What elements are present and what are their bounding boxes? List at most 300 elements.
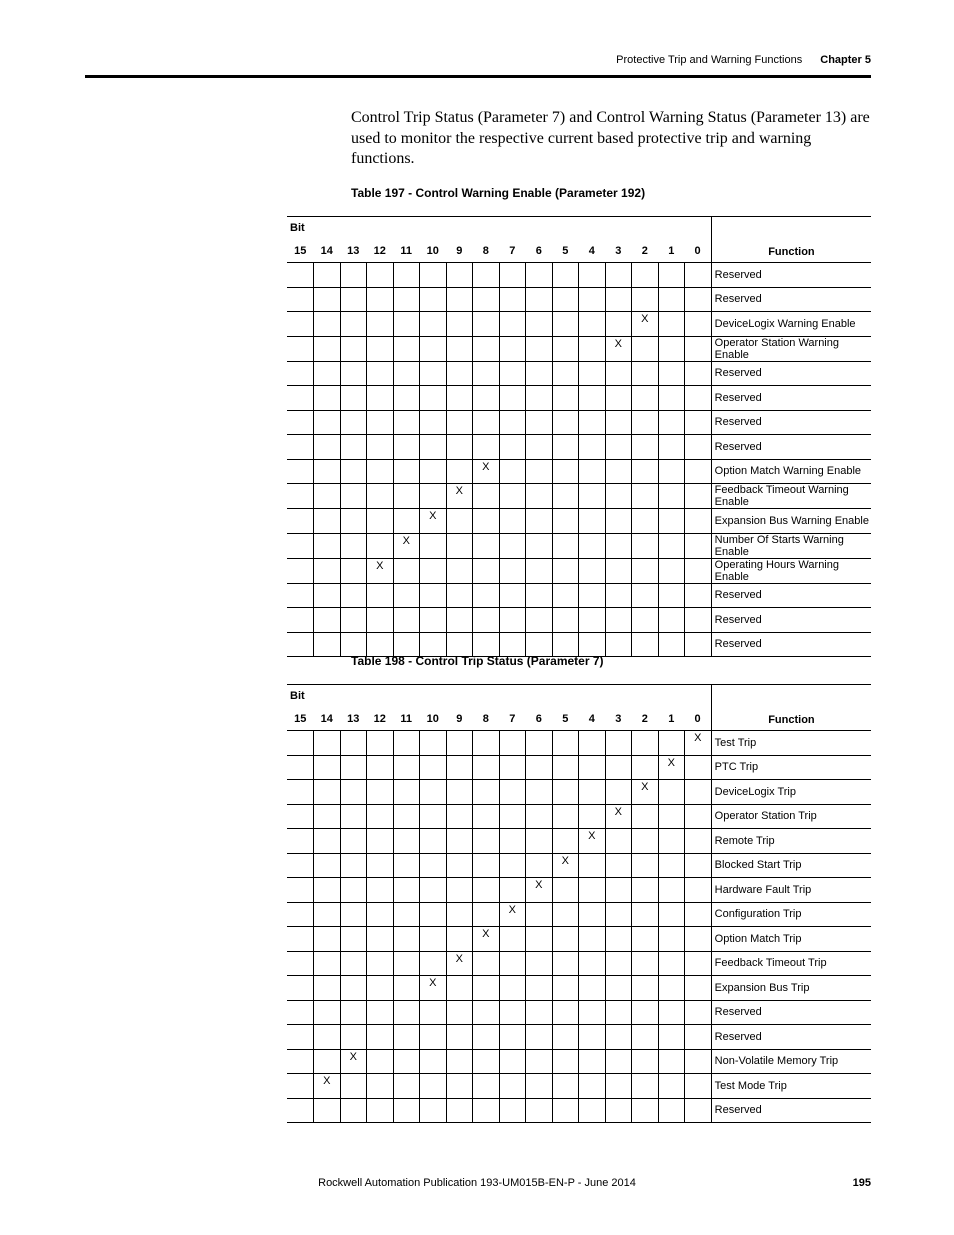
- bit-cell: [526, 263, 553, 288]
- bit-cell: [314, 312, 341, 337]
- bit-cell: [367, 1074, 394, 1099]
- bit-cell: [685, 287, 712, 312]
- bit-cell: [367, 951, 394, 976]
- bit-cell: [499, 1049, 526, 1074]
- bit-cell: [314, 263, 341, 288]
- function-cell: Option Match Trip: [711, 927, 871, 952]
- bit-cell: [393, 1074, 420, 1099]
- bit-cell: [579, 1074, 606, 1099]
- table-row: [287, 853, 871, 878]
- bit-cell: [473, 878, 500, 903]
- bit-column-header: 2: [632, 707, 659, 731]
- bit-column-header: 7: [499, 707, 526, 731]
- bit-cell: [287, 558, 314, 583]
- bit-cell: [367, 336, 394, 361]
- bit-cell: [393, 780, 420, 805]
- function-cell: Configuration Trip: [711, 902, 871, 927]
- bit-cell: [579, 951, 606, 976]
- bit-column-header: 4: [579, 239, 606, 263]
- bit-set-mark: X: [579, 829, 606, 854]
- bit-cell: [340, 1000, 367, 1025]
- bit-cell: [685, 386, 712, 411]
- bit-cell: [287, 731, 314, 756]
- bit-cell: [314, 386, 341, 411]
- bit-set-mark: X: [605, 336, 632, 361]
- bit-cell: [314, 410, 341, 435]
- bit-cell: [287, 435, 314, 460]
- table-row: [287, 755, 871, 780]
- bit-column-header: 10: [420, 239, 447, 263]
- page-number: 195: [852, 1177, 871, 1189]
- bit-cell: [446, 558, 473, 583]
- bit-cell: [526, 608, 553, 633]
- bit-cell: [420, 1098, 447, 1123]
- bit-cell: [473, 558, 500, 583]
- bit-cell: [340, 632, 367, 657]
- bit-cell: [499, 608, 526, 633]
- bit-cell: [420, 829, 447, 854]
- bit-cell: [367, 459, 394, 484]
- bit-cell: [526, 459, 553, 484]
- bit-cell: [658, 336, 685, 361]
- bit-cell: [552, 951, 579, 976]
- bit-cell: [340, 853, 367, 878]
- bit-cell: [499, 1025, 526, 1050]
- bit-cell: [393, 361, 420, 386]
- bit-cell: [499, 731, 526, 756]
- bit-cell: [340, 951, 367, 976]
- function-cell: Reserved: [711, 410, 871, 435]
- bit-cell: [605, 608, 632, 633]
- table-row: [287, 780, 871, 805]
- bit-cell: [526, 951, 553, 976]
- bit-cell: [393, 976, 420, 1001]
- bit-cell: [685, 755, 712, 780]
- bit-cell: [605, 558, 632, 583]
- bit-cell: [473, 731, 500, 756]
- function-cell: Expansion Bus Warning Enable: [711, 509, 871, 534]
- bit-cell: [685, 312, 712, 337]
- bit-cell: [579, 780, 606, 805]
- bit-cell: [605, 533, 632, 558]
- bit-cell: [367, 435, 394, 460]
- bit-cell: [473, 336, 500, 361]
- bit-cell: [499, 484, 526, 509]
- function-cell: Hardware Fault Trip: [711, 878, 871, 903]
- bit-cell: [420, 780, 447, 805]
- bit-cell: [552, 927, 579, 952]
- bit-cell: [605, 927, 632, 952]
- table-row: [287, 829, 871, 854]
- bit-column-header: 5: [552, 239, 579, 263]
- bit-cell: [314, 459, 341, 484]
- bit-cell: [552, 976, 579, 1001]
- table-row: [287, 731, 871, 756]
- bit-cell: [314, 853, 341, 878]
- bit-cell: [340, 731, 367, 756]
- bit-cell: [393, 829, 420, 854]
- bit-cell: [367, 263, 394, 288]
- bit-cell: [340, 804, 367, 829]
- bit-cell: [287, 1049, 314, 1074]
- bit-cell: [314, 632, 341, 657]
- bit-cell: [393, 263, 420, 288]
- bit-cell: [314, 780, 341, 805]
- bit-cell: [473, 361, 500, 386]
- bit-cell: [340, 509, 367, 534]
- bit-cell: [473, 484, 500, 509]
- table-row: [287, 361, 871, 386]
- bit-cell: [552, 509, 579, 534]
- bit-cell: [314, 829, 341, 854]
- bit-cell: [632, 410, 659, 435]
- bit-cell: [605, 829, 632, 854]
- bit-column-header: 12: [367, 707, 394, 731]
- bit-cell: [658, 902, 685, 927]
- bit-cell: [420, 533, 447, 558]
- bit-cell: [526, 386, 553, 411]
- bit-cell: [446, 1074, 473, 1099]
- bit-cell: [367, 804, 394, 829]
- bit-column-header: 3: [605, 239, 632, 263]
- bit-cell: [499, 927, 526, 952]
- bit-cell: [552, 410, 579, 435]
- bit-column-header: 13: [340, 707, 367, 731]
- table-row: [287, 509, 871, 534]
- bit-column-header: 7: [499, 239, 526, 263]
- bit-cell: [632, 361, 659, 386]
- bit-column-header: 9: [446, 707, 473, 731]
- bit-cell: [420, 459, 447, 484]
- table-row: [287, 902, 871, 927]
- bit-cell: [393, 755, 420, 780]
- bit-cell: [446, 1098, 473, 1123]
- bit-cell: [499, 878, 526, 903]
- bit-cell: [473, 1025, 500, 1050]
- function-cell: DeviceLogix Trip: [711, 780, 871, 805]
- bit-set-mark: X: [420, 976, 447, 1001]
- bit-cell: [314, 927, 341, 952]
- bit-cell: [367, 927, 394, 952]
- bit-cell: [632, 484, 659, 509]
- bit-cell: [658, 927, 685, 952]
- bit-column-header: 6: [526, 707, 553, 731]
- bit-cell: [552, 263, 579, 288]
- bit-cell: [420, 632, 447, 657]
- bit-cell: [658, 804, 685, 829]
- bit-cell: [658, 533, 685, 558]
- bit-cell: [632, 1000, 659, 1025]
- table-control-warning-enable: [287, 216, 871, 657]
- bit-cell: [340, 755, 367, 780]
- bit-cell: [579, 361, 606, 386]
- bit-cell: [446, 287, 473, 312]
- bit-set-mark: X: [314, 1074, 341, 1099]
- bit-set-mark: X: [499, 902, 526, 927]
- bit-cell: [446, 1025, 473, 1050]
- bit-cell: [420, 951, 447, 976]
- bit-column-header: 4: [579, 707, 606, 731]
- bit-cell: [579, 1000, 606, 1025]
- bit-cell: [446, 361, 473, 386]
- bit-cell: [526, 583, 553, 608]
- bit-cell: [287, 1098, 314, 1123]
- table-caption-197: Table 197 - Control Warning Enable (Parameter 192): [351, 186, 646, 200]
- bit-cell: [658, 632, 685, 657]
- bit-cell: [287, 976, 314, 1001]
- bit-cell: [499, 829, 526, 854]
- bit-cell: [658, 829, 685, 854]
- bit-cell: [632, 558, 659, 583]
- bit-cell: [393, 410, 420, 435]
- bit-cell: [314, 1098, 341, 1123]
- function-cell: Remote Trip: [711, 829, 871, 854]
- bit-cell: [287, 459, 314, 484]
- bit-cell: [632, 509, 659, 534]
- bit-cell: [685, 1025, 712, 1050]
- bit-cell: [420, 927, 447, 952]
- bit-cell: [314, 1000, 341, 1025]
- bit-cell: [579, 336, 606, 361]
- bit-cell: [658, 435, 685, 460]
- bit-cell: [685, 1098, 712, 1123]
- table-row: [287, 608, 871, 633]
- bit-cell: [685, 902, 712, 927]
- function-cell: Reserved: [711, 263, 871, 288]
- bit-column-header: 11: [393, 239, 420, 263]
- bit-cell: [579, 755, 606, 780]
- bit-cell: [605, 1000, 632, 1025]
- bit-cell: [526, 336, 553, 361]
- bit-cell: [685, 780, 712, 805]
- bit-cell: [446, 878, 473, 903]
- table-row: [287, 1074, 871, 1099]
- bit-cell: [526, 1000, 553, 1025]
- bit-cell: [685, 509, 712, 534]
- function-cell: Operator Station Warning Enable: [711, 336, 871, 361]
- bit-cell: [367, 312, 394, 337]
- bit-cell: [340, 459, 367, 484]
- bit-cell: [526, 1049, 553, 1074]
- bit-cell: [605, 484, 632, 509]
- bit-cell: [658, 312, 685, 337]
- bit-cell: [473, 976, 500, 1001]
- bit-cell: [393, 927, 420, 952]
- bit-cell: [632, 902, 659, 927]
- bit-cell: [420, 484, 447, 509]
- bit-cell: [526, 1074, 553, 1099]
- function-cell: PTC Trip: [711, 755, 871, 780]
- bit-cell: [685, 410, 712, 435]
- function-cell: Reserved: [711, 287, 871, 312]
- bit-cell: [446, 755, 473, 780]
- bit-cell: [287, 829, 314, 854]
- table-row: [287, 459, 871, 484]
- bit-column-header: 1: [658, 239, 685, 263]
- bit-cell: [658, 951, 685, 976]
- bit-cell: [579, 509, 606, 534]
- bit-cell: [526, 853, 553, 878]
- bit-cell: [658, 976, 685, 1001]
- bit-cell: [658, 509, 685, 534]
- bit-cell: [526, 287, 553, 312]
- bit-cell: [499, 1074, 526, 1099]
- bit-cell: [632, 583, 659, 608]
- bit-cell: [420, 1000, 447, 1025]
- bit-cell: [420, 287, 447, 312]
- bit-cell: [287, 484, 314, 509]
- bit-cell: [605, 583, 632, 608]
- bit-cell: [473, 509, 500, 534]
- table-row: [287, 804, 871, 829]
- bit-cell: [420, 435, 447, 460]
- bit-cell: [446, 853, 473, 878]
- bit-cell: [526, 1025, 553, 1050]
- bit-cell: [340, 435, 367, 460]
- bit-cell: [367, 361, 394, 386]
- bit-cell: [393, 1049, 420, 1074]
- bit-cell: [552, 1049, 579, 1074]
- table-row: [287, 435, 871, 460]
- bit-cell: [552, 829, 579, 854]
- bit-cell: [446, 336, 473, 361]
- bit-cell: [393, 731, 420, 756]
- bit-cell: [446, 435, 473, 460]
- bit-cell: [605, 459, 632, 484]
- bit-cell: [367, 386, 394, 411]
- bit-cell: [473, 435, 500, 460]
- bit-column-header: 5: [552, 707, 579, 731]
- bit-cell: [314, 435, 341, 460]
- function-cell: Reserved: [711, 1000, 871, 1025]
- bit-cell: [552, 558, 579, 583]
- bit-set-mark: X: [526, 878, 553, 903]
- bit-cell: [499, 804, 526, 829]
- bit-cell: [473, 632, 500, 657]
- bit-cell: [499, 632, 526, 657]
- bit-cell: [446, 829, 473, 854]
- bit-cell: [632, 878, 659, 903]
- bit-cell: [499, 533, 526, 558]
- bit-cell: [393, 287, 420, 312]
- bit-cell: [340, 533, 367, 558]
- bit-cell: [685, 533, 712, 558]
- bit-cell: [579, 731, 606, 756]
- bit-cell: [473, 951, 500, 976]
- section-title: Protective Trip and Warning Functions: [616, 54, 803, 66]
- bit-cell: [658, 583, 685, 608]
- bit-cell: [420, 1025, 447, 1050]
- bit-cell: [446, 263, 473, 288]
- bit-cell: [605, 755, 632, 780]
- bit-cell: [526, 780, 553, 805]
- bit-cell: [446, 312, 473, 337]
- bit-cell: [287, 533, 314, 558]
- running-header: [616, 54, 871, 66]
- bit-cell: [632, 632, 659, 657]
- bit-cell: [314, 287, 341, 312]
- bit-cell: [287, 336, 314, 361]
- bit-cell: [446, 632, 473, 657]
- bit-set-mark: X: [552, 853, 579, 878]
- bit-cell: [552, 361, 579, 386]
- bit-cell: [340, 361, 367, 386]
- bit-cell: [579, 927, 606, 952]
- bit-cell: [579, 902, 606, 927]
- bit-cell: [579, 263, 606, 288]
- bit-cell: [552, 731, 579, 756]
- bit-cell: [287, 927, 314, 952]
- bit-cell: [632, 263, 659, 288]
- bit-cell: [340, 780, 367, 805]
- bit-cell: [579, 484, 606, 509]
- bit-cell: [632, 731, 659, 756]
- bit-cell: [340, 312, 367, 337]
- bit-column-header: 1: [658, 707, 685, 731]
- bit-cell: [287, 287, 314, 312]
- bit-cell: [632, 1074, 659, 1099]
- bit-cell: [393, 484, 420, 509]
- bit-cell: [473, 533, 500, 558]
- bit-cell: [552, 755, 579, 780]
- bit-cell: [552, 902, 579, 927]
- bit-cell: [340, 878, 367, 903]
- bit-cell: [393, 1098, 420, 1123]
- bit-cell: [685, 878, 712, 903]
- bit-cell: [605, 632, 632, 657]
- bit-cell: [340, 583, 367, 608]
- bit-cell: [526, 632, 553, 657]
- bit-cell: [499, 1000, 526, 1025]
- bit-cell: [499, 976, 526, 1001]
- bit-cell: [420, 386, 447, 411]
- bit-cell: [579, 386, 606, 411]
- bit-cell: [685, 1074, 712, 1099]
- bit-cell: [314, 558, 341, 583]
- bit-cell: [552, 780, 579, 805]
- bit-cell: [499, 755, 526, 780]
- bit-set-mark: X: [658, 755, 685, 780]
- bit-cell: [605, 435, 632, 460]
- bit-cell: [499, 435, 526, 460]
- bit-cell: [393, 336, 420, 361]
- bit-cell: [526, 361, 553, 386]
- bit-cell: [446, 410, 473, 435]
- bit-cell: [287, 755, 314, 780]
- bit-cell: [473, 1049, 500, 1074]
- table-caption-198: Table 198 - Control Trip Status (Parameter 7): [351, 654, 604, 668]
- bit-cell: [340, 410, 367, 435]
- bit-cell: [446, 459, 473, 484]
- bit-cell: [340, 484, 367, 509]
- bit-cell: [605, 361, 632, 386]
- function-cell: Reserved: [711, 608, 871, 633]
- bit-column-header: 8: [473, 707, 500, 731]
- bit-cell: [579, 878, 606, 903]
- bit-cell: [473, 755, 500, 780]
- bit-cell: [473, 804, 500, 829]
- bit-cell: [499, 558, 526, 583]
- bit-cell: [367, 731, 394, 756]
- bit-cell: [658, 558, 685, 583]
- bit-cell: [446, 1049, 473, 1074]
- bit-cell: [552, 804, 579, 829]
- bit-cell: [446, 608, 473, 633]
- bit-cell: [340, 386, 367, 411]
- bit-cell: [632, 386, 659, 411]
- bit-cell: [632, 804, 659, 829]
- bit-cell: [420, 361, 447, 386]
